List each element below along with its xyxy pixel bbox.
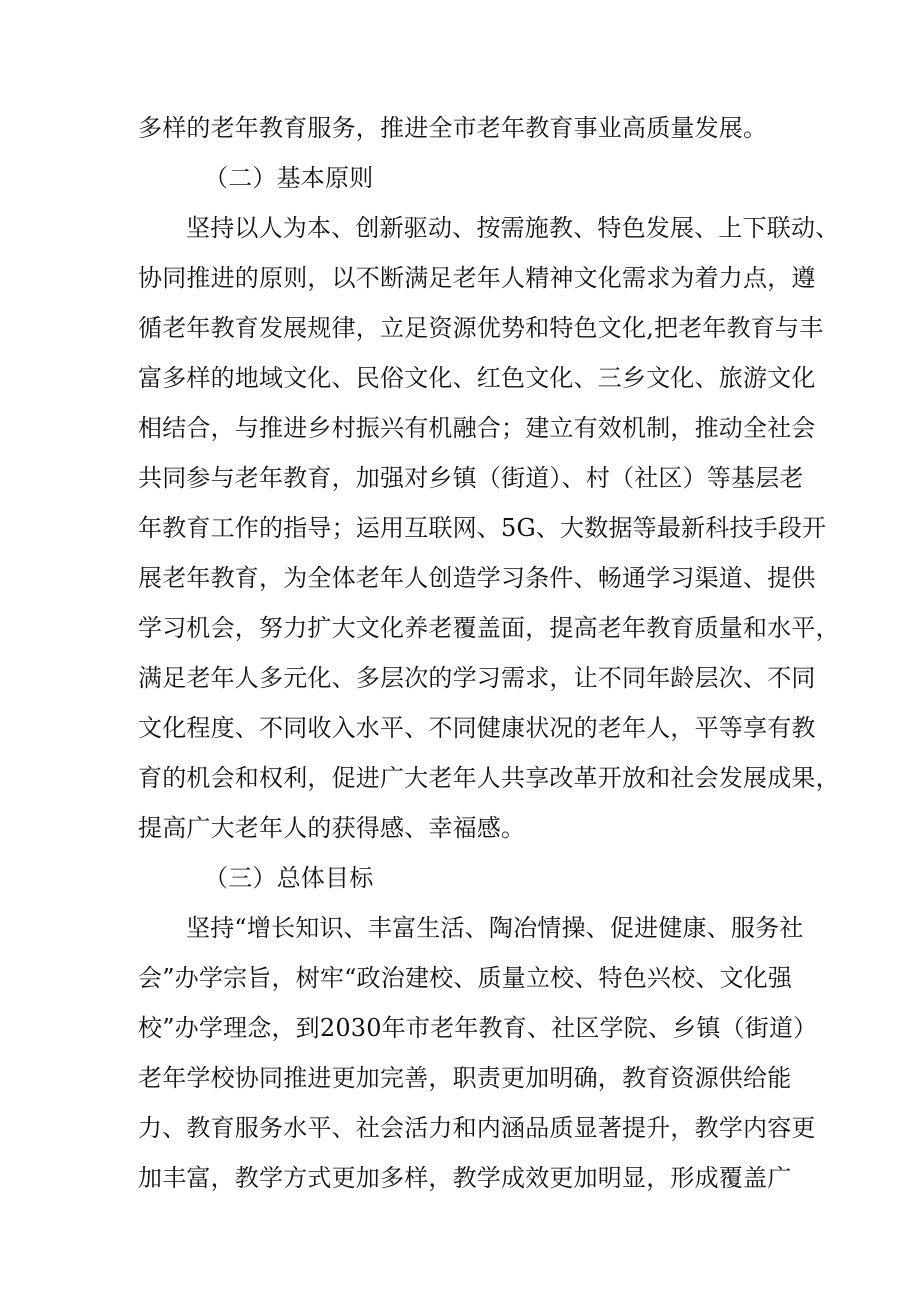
text-line: 文化程度、不同收入水平、不同健康状况的老年人，平等享有教 (138, 714, 816, 742)
text-line: 展老年教育，为全体老年人创造学习条件、畅通学习渠道、提供 (138, 564, 816, 592)
text-line: 相结合，与推进乡村振兴有机融合；建立有效机制，推动全社会 (138, 414, 816, 442)
section-heading-principles: （二）基本原则 (204, 164, 374, 192)
text-line: 富多样的地域文化、民俗文化、红色文化、三乡文化、旅游文化 (138, 364, 816, 392)
text-line: 循老年教育发展规律，立足资源优势和特色文化,把老年教育与丰 (138, 314, 824, 342)
section-heading-goals: （三）总体目标 (204, 864, 374, 892)
text-line: 坚持“增长知识、丰富生活、陶冶情操、促进健康、服务社 (186, 914, 804, 942)
text-line: 满足老年人多元化、多层次的学习需求，让不同年龄层次、不同 (138, 664, 816, 692)
text-line: 共同参与老年教育，加强对乡镇（街道）、村（社区）等基层老 (138, 464, 804, 492)
text-line: 加丰富，教学方式更加多样，教学成效更加明显，形成覆盖广 (138, 1164, 792, 1192)
text-line: 老年学校协同推进更加完善，职责更加明确，教育资源供给能 (138, 1064, 792, 1092)
text-line: 年教育工作的指导；运用互联网、5G、大数据等最新科技手段开 (138, 514, 827, 542)
text-line: 力、教育服务水平、社会活力和内涵品质显著提升，教学内容更 (138, 1114, 816, 1142)
text-line: 校”办学理念，到2030年市老年教育、社区学院、乡镇（街道） (138, 1014, 818, 1042)
text-line: 多样的老年教育服务，推进全市老年教育事业高质量发展。 (138, 114, 768, 142)
text-line: 会”办学宗旨，树牢“政治建校、质量立校、特色兴校、文化强 (138, 964, 793, 992)
text-line: 坚持以人为本、创新驱动、按需施教、特色发展、上下联动、 (186, 214, 840, 242)
text-line: 提高广大老年人的获得感、幸福感。 (138, 814, 526, 842)
text-line: 学习机会，努力扩大文化养老覆盖面，提高老年教育质量和水平， (138, 614, 840, 642)
text-line: 协同推进的原则，以不断满足老年人精神文化需求为着力点，遵 (138, 264, 816, 292)
text-line: 育的机会和权利，促进广大老年人共享改革开放和社会发展成果， (138, 764, 840, 792)
